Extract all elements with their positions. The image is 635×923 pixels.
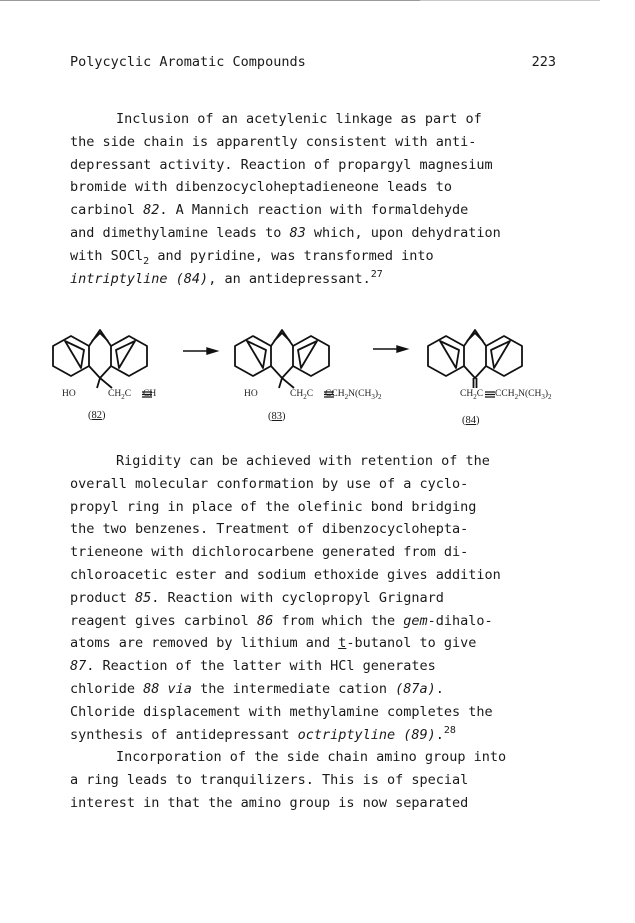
substituent-hydroxyl: HO: [62, 389, 76, 399]
compound-ref: 82: [143, 202, 160, 219]
text-line: reagent gives carbinol 86 from which the gem-dihalo-: [70, 612, 493, 629]
structure-82: [53, 330, 152, 397]
text-line: the side chain is apparently consistent with anti-: [70, 133, 477, 150]
text-line: intriptyline (84), an antidepressant.$^{27}$: [70, 268, 383, 287]
scheme-structures: [40, 322, 600, 432]
text-line: propyl ring in place of the olefinic bond bridging: [70, 498, 477, 515]
substituent-hydroxyl: HO: [244, 389, 258, 399]
compound-ref: 88 via: [143, 680, 192, 697]
citation: 28: [443, 724, 456, 736]
compound-ref: 85: [135, 589, 152, 606]
substituent-side-chain: $CH_2C$ $CCH_2N(CH_3)_2$: [460, 389, 552, 401]
compound-ref: (89): [395, 726, 436, 743]
text-line: atoms are removed by lithium and t-butanol to give: [70, 635, 477, 652]
text-line: the two benzenes. Treatment of dibenzocyclohepta-: [70, 521, 469, 538]
text-line: chloroacetic ester and sodium ethoxide gives addition: [70, 566, 501, 583]
top-scan-rule: [0, 0, 420, 1]
drug-name: intriptyline: [70, 270, 168, 287]
text-line: depressant activity. Reaction of propargyl magnesium: [70, 156, 493, 173]
text-line: overall molecular conformation by use of a cyclo-: [70, 475, 469, 492]
text-line: interest in that the amino group is now separated: [70, 794, 469, 811]
structure-83: [235, 330, 334, 397]
text-line: product 85. Reaction with cyclopropyl Grignard: [70, 589, 444, 606]
text-line: chloride 88 via the intermediate cation (87a).: [70, 680, 444, 697]
text-line: bromide with dibenzocycloheptadieneone leads to: [70, 179, 453, 196]
text-line: a ring leads to tranquilizers. This is of special: [70, 771, 469, 788]
compound-ref: 83: [289, 224, 306, 241]
citation: 27: [370, 268, 383, 280]
reaction-arrows: [183, 346, 407, 354]
text-line: 87. Reaction of the latter with HCl generates: [70, 658, 436, 675]
paragraph-3: [70, 746, 570, 814]
compound-label-84: (84): [462, 415, 480, 426]
text-line: Incorporation of the side chain amino group into: [116, 749, 507, 765]
compound-label-82: (82): [88, 410, 106, 421]
compound-label-83: (83): [268, 411, 286, 422]
compound-ref: 86: [256, 612, 274, 629]
structure-84: [428, 330, 522, 397]
text-line: carbinol 82. A Mannich reaction with formaldehyde: [70, 202, 469, 219]
compound-ref: (87a): [395, 680, 436, 697]
top-scan-rule-faint: [420, 0, 600, 1]
text-line: Chloride displacement with methylamine completes the: [70, 703, 493, 720]
page-number: 223: [531, 54, 556, 70]
text-line: with SOCl$_2$ and pyridine, was transformed into: [70, 247, 434, 267]
header-title: Polycyclic Aromatic Compounds: [70, 54, 306, 70]
text-line: synthesis of antidepressant octriptyline (89).$^{28}$: [70, 724, 456, 743]
text-line: and dimethylamine leads to 83 which, upon dehydration: [70, 224, 501, 241]
drug-name: octriptyline: [297, 726, 396, 743]
compound-ref: 87: [70, 658, 87, 675]
substituent-side-chain: $CH_2C$ $CCH_2N(CH_3)_2$: [290, 389, 382, 401]
paragraph-2: [70, 450, 570, 746]
text-line: Rigidity can be achieved with retention of the: [116, 453, 490, 469]
reaction-scheme: [40, 322, 600, 432]
text-line: Inclusion of an acetylenic linkage as part of: [116, 111, 482, 127]
paragraph-1: [70, 108, 570, 290]
substituent-side-chain: $CH_2C$ CH: [108, 389, 157, 401]
text-line: trieneone with dichlorocarbene generated from di-: [70, 544, 469, 561]
compound-ref: (84): [167, 270, 209, 287]
